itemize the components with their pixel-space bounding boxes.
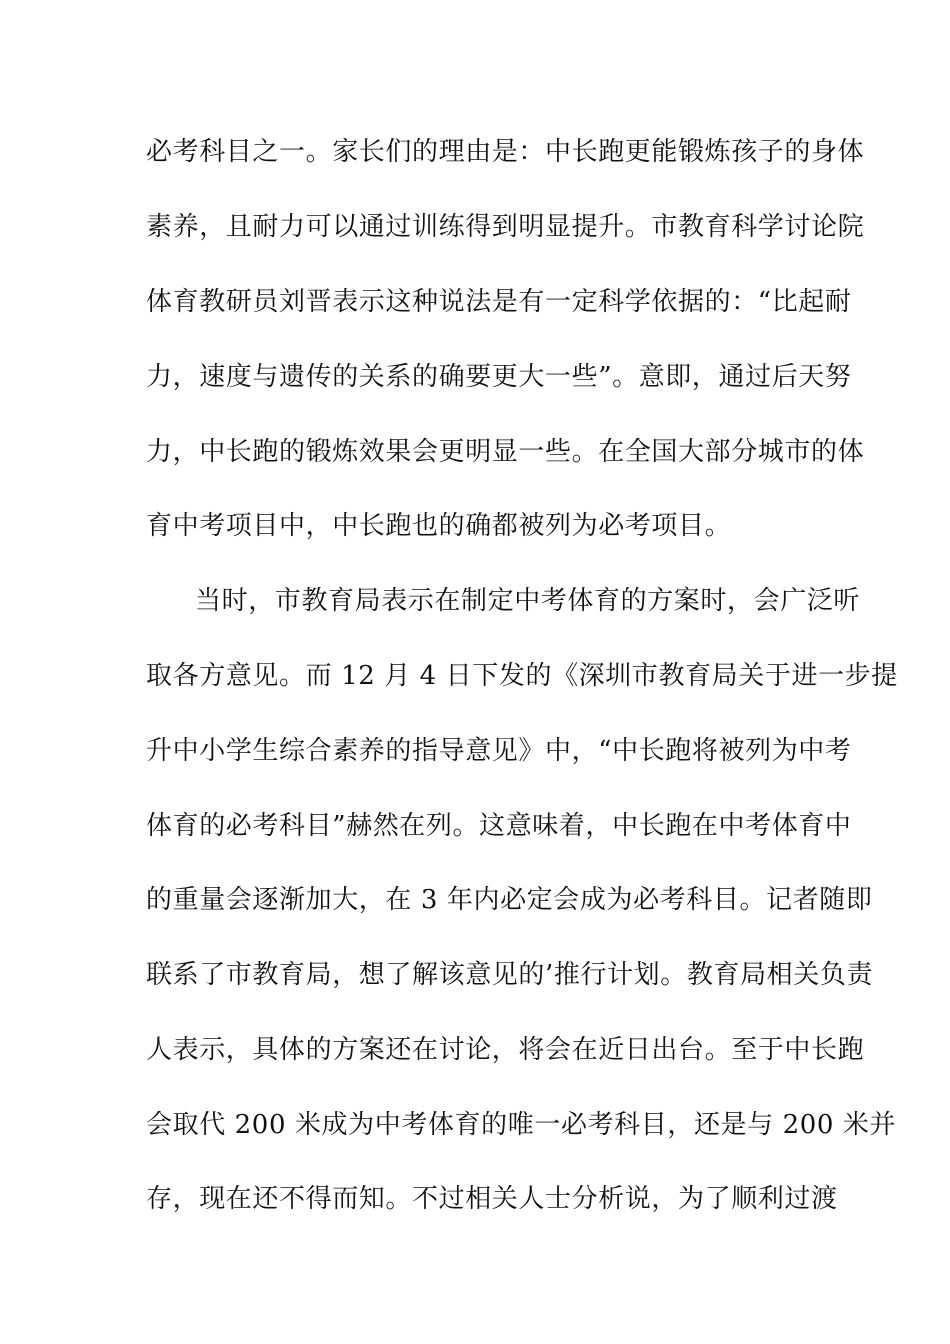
text-line: 必考科目之一。家长们的理由是：中长跑更能锻炼孩子的身体 <box>146 137 865 167</box>
text-line: 会取代 200 米成为中考体育的唯一必考科目，还是与 200 米并 <box>146 1110 897 1140</box>
text-line: 升中小学生综合素养的指导意见》中，“中长跑将被列为中考 <box>146 736 852 766</box>
text-line: 体育的必考科目”赫然在列。这意味着，中长跑在中考体育中 <box>146 811 852 841</box>
text-line: 人表示，具体的方案还在讨论，将会在近日出台。至于中长跑 <box>146 1035 865 1065</box>
text-line: 力，中长跑的锻炼效果会更明显一些。在全国大部分城市的体 <box>146 437 865 467</box>
text-line: 存，现在还不得而知。不过相关人士分析说，为了顺利过渡 <box>146 1184 838 1214</box>
text-line: 体育教研员刘晋表示这种说法是有一定科学依据的：“比起耐 <box>146 287 852 317</box>
paragraph-first-line: 当时，市教育局表示在制定中考体育的方案时，会广泛听 <box>195 586 861 616</box>
text-line: 育中考项目中，中长跑也的确都被列为必考项目。 <box>146 511 732 541</box>
text-line: 素养，且耐力可以通过训练得到明显提升。市教育科学讨论院 <box>146 212 865 242</box>
text-line: 力，速度与遗传的关系的确要更大一些”。意即，通过后天努 <box>146 362 852 392</box>
text-line: 的重量会逐渐加大，在 3 年内必定会成为必考科目。记者随即 <box>146 885 873 915</box>
text-line: 取各方意见。而 12 月 4 日下发的《深圳市教育局关于进一步提 <box>146 661 898 691</box>
text-line: 联系了市教育局，想了解该意见的’推行计划。教育局相关负责 <box>146 960 874 990</box>
